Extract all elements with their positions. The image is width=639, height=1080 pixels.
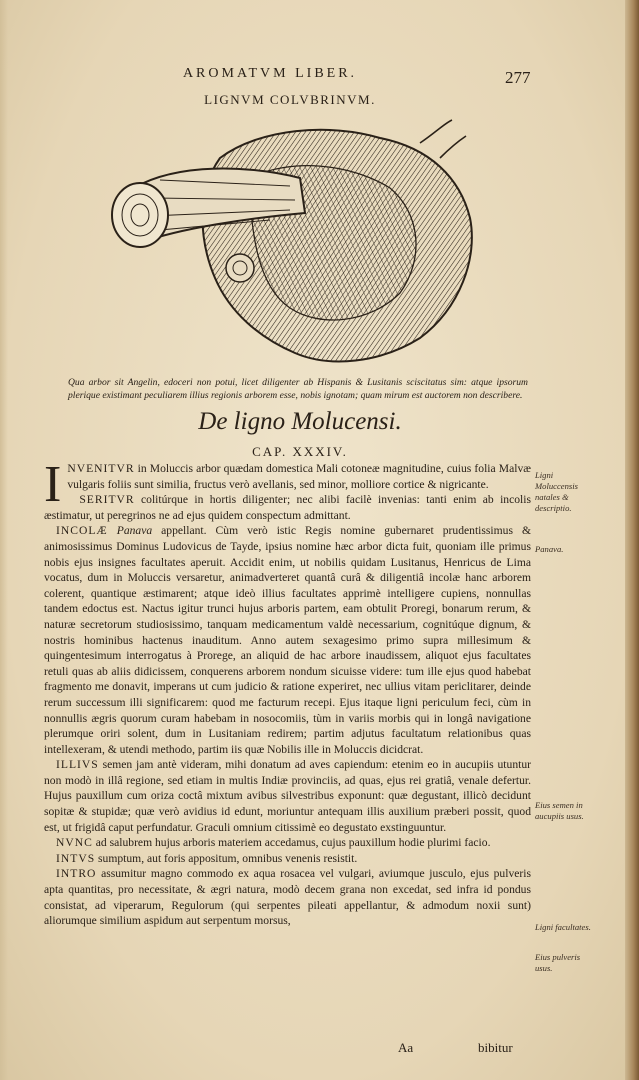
illustration-caption: Qua arbor sit Angelin, edoceri non potui, licet diligenter ab Hispanis & Lusitanis sciscitatus sim: atque ipsorum plerique existimant peculiarem illius regionis arborem esse, nobis ignotam; quam mirum est auctorem non describere. xyxy=(68,377,528,401)
paragraph-text: in Moluccis arbor quædam domestica Mali cotoneæ magnitudine, cuius folia Malvæ vulgaris foliis sunt similia, fructus verò avellanis, sed minor, molliore cortice & nigricante. xyxy=(67,462,531,491)
page-edge xyxy=(625,0,639,1080)
woodcut-illustration xyxy=(100,118,480,373)
page-gutter-shadow xyxy=(0,0,8,1080)
chapter-number: CAP. XXXIV. xyxy=(252,444,348,459)
paragraph xyxy=(44,835,531,851)
paragraph-lead: INTRO xyxy=(56,867,97,881)
paragraph-text: assumitur magno commodo ex aqua rosacea vel vulgari, aviumque jusculo, ejus pulveris apta quantitas, pro necessitate, & ægri natura, modò decem grana non excedat, sed infra id pondus consistat, ad viperarum, Regulorum (qui serpentes pileati appellantur, & admodum noxii sunt) aliorumque similium aspidum aut serpentum morsus, xyxy=(44,867,531,928)
margin-note: Eius pulveris usus. xyxy=(535,952,581,973)
paragraph xyxy=(44,851,531,867)
page-number: 277 xyxy=(505,68,531,87)
paragraph xyxy=(44,866,531,928)
paragraph-lead: NVENITVR xyxy=(67,462,135,475)
paragraph-text: semen jam antè videram, mihi donatum ad aves capiendum: etenim eo in aucupiis utuntur non modò in illâ regione, sed etiam in multis Indiæ provinciis, ad quas, ejus rei gratiâ, venale defertur. Hujus pauxillum cum oriza coctâ mixtum avibus silvestribus exponunt: quæ degustant, illicò decidunt sopitæ & stupidæ; quæ verò avidius id edunt, moriuntur antequam illis auxilium præberi possit, quod est, ut frigidâ caput perfundatur. Graculi omnium citissimè eo degustato exstinguuntur. xyxy=(44,758,531,834)
margin-note: Ligni Moluccensis natales & descriptio. xyxy=(535,470,578,513)
margin-note: Eius semen in aucupiis usus. xyxy=(535,800,584,821)
body-text xyxy=(44,456,531,929)
running-head: AROMATVM LIBER. xyxy=(182,66,358,81)
paragraph-lead: ILLIVS xyxy=(56,758,99,772)
plant-name: Panava xyxy=(116,524,153,538)
plate-title: LIGNVM COLVBRINVM. xyxy=(204,92,376,107)
paragraph-lead: NVNC xyxy=(56,836,93,850)
paragraph xyxy=(44,523,531,757)
paragraph-text: sumptum, aut foris appositum, omnibus venenis resistit. xyxy=(95,851,358,865)
drop-cap: I xyxy=(44,456,62,513)
margin-note: Panava. xyxy=(535,544,564,554)
chapter-title: De ligno Molucensi. xyxy=(198,408,402,435)
paragraph xyxy=(44,757,531,835)
paragraph-lead: INTVS xyxy=(56,851,96,865)
paragraph xyxy=(44,492,531,523)
paragraph-lead: INCOLÆ xyxy=(56,524,108,538)
paragraph-text: colitúrque in hortis diligenter; nec alibi facilè invenias: tanti enim ab incolis æstimatur, ut peregrinos ne ad ejus quidem conspectum admittant. xyxy=(44,493,531,522)
catchword: bibitur xyxy=(478,1040,513,1055)
signature-mark: Aa xyxy=(398,1040,414,1055)
margin-note: Ligni facultates. xyxy=(535,922,591,932)
paragraph-lead: SERITVR xyxy=(79,493,135,507)
paragraph-text: appellant. Cùm verò istic Regis nomine gubernaret prudentissimus & animosissimus Dominus Ludovicus de Tayde, ipsius nomine hæc arbor dicta fuit, quoniam ille primus nobis ejus insignes facultates aperuit. Accidit enim, ut nobilis quidam Lusitanus, Henricus de Lima vocatus, dum in Moluccis versaretur, animadverteret quantâ curâ & diligentiâ incolæ hanc arborem colerent, quantique æstimarent; atque ideò illius facultates apprimè intelligere cupiens, nonnullas tandem edoctus est. Nactus igitur trunci hujus arboris partem, eam obtulit Proregi, bonarum rerum, & naturæ secretorum studiosissimo, tanquam medicamentum valdè necessarium, cognitúque dignum, & nostris hominibus hactenus inauditum. Anno autem sexagesimo primo supra millesimum & quingentesimum interrogatus à Prorege, an aliquid de hac arbore inaudissem, aliquot ejus facultates retuli quas ab aliis didicissem, conquerens arborem nondum sicuisse videre: tum ille ejus quod habebat fragmento me donavit, imperans ut cum judicio & ratione experiret, nec ullius vitam periclitarer, deinde rerum successum illi significarem: quod me facturum recepi. Ejus itaque ligni periculum feci, cùm in nonnullis ægris quorum curam habebam in nosocomiis, tùm in variis morbis qui in longâ navigatione plerumque oriri solent, dum in Lusitaniam redirem; partim adjutus facultatum relationibus quas intellexeram, & utendi methodo, partim iis quæ Nobilis ille in Moluccis dicidcrat. xyxy=(44,524,531,756)
paragraph-text: ad salubrem hujus arboris materiem accedamus, cujus pauxillum hodie plurimi facio. xyxy=(92,836,491,850)
